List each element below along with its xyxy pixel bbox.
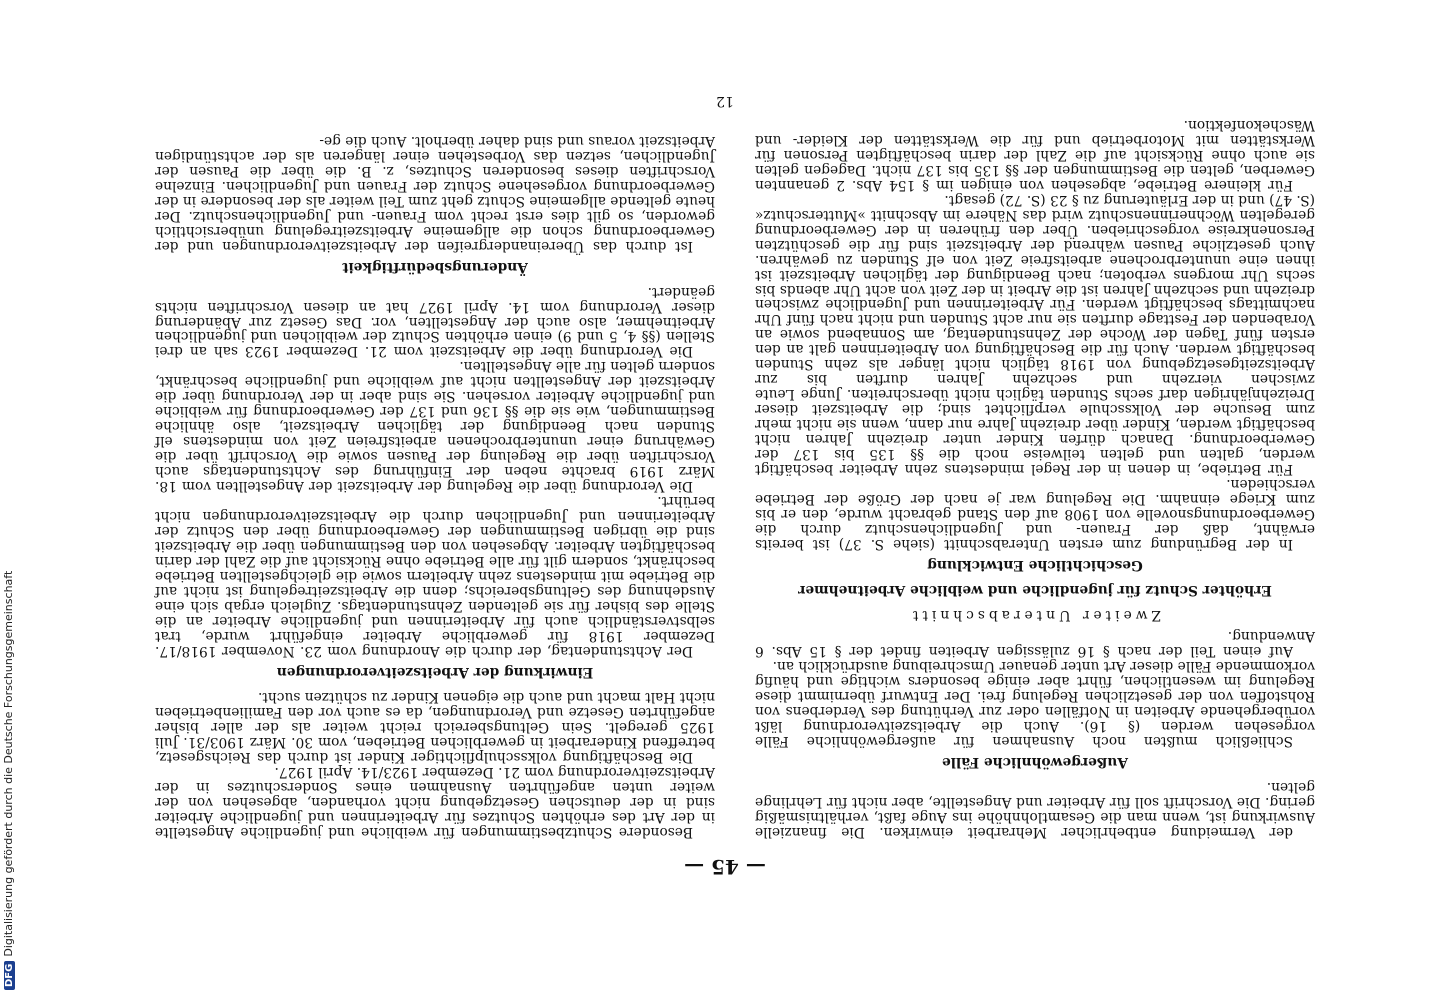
dfg-logo: DFG [4,961,15,990]
paragraph: Der Achtstundentag, der durch die Anordnung vom 23. November 1918/17. Dezember 1918 für gewerbliche Arbeiter eingeführt wurde, trat selbstverständlich auch für Arbeiterinnen und jugendliche Arbeiter an die Stelle des bisher für sie geltenden Zehnstundentags. Zugleich ergab sich eine Ausdehnung des Geltungsbereichs; denn die Arbeitszeitregelung ist nicht auf die Betriebe mit mindestens zehn Arbeitern sowie die gleichgestellten Betriebe beschränkt, sondern gilt für alle Betriebe ohne Rücksicht auf die Zahl der darin beschäftigten Arbeiter. Abgesehen von den Bestimmungen über die Arbeitszeit sind die übrigen Bestimmungen der Gewerbeordnung über den Schutz der Arbeiterinnen und Jugendlichen durch die Arbeitszeitverordnungen nicht berührt. [155,493,715,660]
left-column [755,117,1315,839]
scanned-page [135,85,1315,880]
paragraph: Die Beschäftigung volksschulpflichtiger Kinder ist durch das Reichsgesetz, betreffend Kinderarbeit in gewerblichen Betrieben, vom 30. März 1903/31. Juli 1925 geregelt. Sein Geltungsbereich reicht weiter als der aller bisher angeführten Gesetze und Verordnungen, da es auch vor den Familienbetrieben nicht Halt macht und auch die eigenen Kinder zu schützen sucht. [155,689,715,766]
paragraph: Für Betriebe, in denen in der Regel mindestens zehn Arbeiter beschäftigt werden, galten und gelten teilweise noch die §§ 135 bis 137 der Gewerbeordnung. Danach dürfen Kinder unter dreizehn Jahren nicht beschäftigt werden, Kinder über dreizehn Jahre nur dann, wenn sie nicht mehr zum Besuche der Volksschule verpflichtet sind; die Arbeitszeit dieser Dreizehnjährigen darf sechs Stunden täglich nicht überschreiten. Junge Leute zwischen vierzehn und sechzehn Jahren durften bis zur Arbeitszeitgesetzgebung von 1918 täglich nicht länger als zehn Stunden beschäftigt werden. Auch für die Beschäftigung von Arbeiterinnen galt an den ersten fünf Tagen der Woche der Zehnstundentag, am Sonnabend sowie an Vorabenden der Festtage durften sie nur acht Stunden und nicht nach fünf Uhr nachmittags beschäftigt werden. Für Arbeiterinnen und Jugendliche zwischen dreizehn und sechzehn Jahren ist die Arbeit in der Zeit von acht Uhr abends bis sechs Uhr morgens verboten; nach Beendigung der täglichen Arbeitszeit ist ihnen eine ununterbrochene arbeitsfreie Zeit von elf Stunden zu gewähren. Auch gesetzliche Pausen während der Arbeitszeit sind für die geschützten Personenkreise vorgeschrieben. Über den früheren in der Gewerbeordnung geregelten Wöchnerinnenschutz wird das Nähere im Abschnitt »Mutterschutz« (S. 47) und in der Erläuterung zu § 23 (S. 72) gesagt. [755,191,1315,478]
section-heading: Außergewöhnliche Fälle [942,754,1128,771]
side-strip [2,0,16,1000]
section-heading: Einwirkung der Arbeitszeitverordnungen [276,664,594,681]
page-number: — 45 — [684,855,766,879]
paragraph: Auf einen Teil der nach § 16 zulässigen Arbeiten findet der § 15 Abs. 6 Anwendung. [755,628,1315,660]
paragraph: Besondere Schutzbestimmungen für weibliche und jugendliche Angestellte in der Art des erhöhten Schutzes für Arbeiterinnen und jugendliche Arbeiter sind in der deutschen Gesetzgebung nicht vorhanden, abgesehen von der weiter unten angeführten Ausnahmen eines Sonderschutzes in der Arbeitszeitverordnung vom 21. Dezember 1923/14. April 1927. [155,764,715,840]
paragraph: Die Verordnung über die Regelung der Arbeitszeit der Angestellten vom 18. März 1919 brachte neben der Einführung des Achtstundentags auch Vorschriften über die Regelung der Pausen sowie die Vorschrift über die Gewährung einer ununterbrochenen arbeitsfreien Zeit von mindestens elf Stunden nach Beendigung der täglichen Arbeitszeit, also ähnliche Bestimmungen, wie sie die §§ 136 und 137 der Gewerbeordnung für weibliche und jugendliche Arbeiter vorsehen. Sie sind aber in der Verordnung über die Arbeitszeit der Angestellten nicht auf weibliche und jugendliche beschränkt, sondern gelten für alle Angestellten. [155,358,715,495]
section-heading: Geschichtliche Entwicklung [927,557,1143,574]
paragraph: In der Begründung zum ersten Unterabschnitt (siehe S. 37) ist bereits erwähnt, daß der Frauen- und Jugendlichenschutz durch die Gewerbeordnungsnovelle von 1908 auf den Stand gebracht wurde, den er bis zum Kriege einnahm. Die Regelung war je nach der Größe der Betriebe verschieden. [755,476,1315,553]
funding-note [2,0,15,990]
section-heading: Änderungsbedürftigkeit [342,258,528,275]
subsection-label: Zweiter Unterabschnitt [908,607,1162,624]
paragraph: Ist durch das Übereinandergreifen der Arbeitszeitverordnungen und der Gewerbeordnung schon die allgemeine Arbeitszeitregelung unübersichtlich geworden, so gilt dies erst recht vom Frauen- und Jugendlichenschutz. Der heute geltende allgemeine Schutz geht zum Teil weiter als der besondere in der Gewerbeordnung vorgesehene Schutz der Frauen und Jugendlichen. Einzelne Vorschriften dieses besonderen Schutzes, z. B. die über die Pausen der Jugendlichen, setzen das Vorbestehen einer längeren als der achtstündigen Arbeitszeit voraus und sind daher überholt. Auch die ge- [155,132,715,254]
funding-text: Digitalisierung gefördert durch die Deutsche Forschungsgemeinschaft [2,570,15,957]
paragraph: Für kleinere Betriebe, abgesehen von einigen im § 154 Abs. 2 genannten Gewerben, gelten die Bestimmungen der §§ 135 bis 137 nicht. Dagegen gelten sie auch ohne Rücksicht auf die Zahl der darin beschäftigten Personen für Werkstätten mit Motorbetrieb und für die Werkstätten der Kleider- und Wäschekonfektion. [755,116,1315,193]
rotated-sheet [135,84,1315,879]
right-column [155,133,715,839]
paragraph: Die Verordnung über die Arbeitszeit vom 21. Dezember 1923 sah an drei Stellen (§§ 4, 5 und 9) einen erhöhten Schutz der weiblichen und jugendlichen Arbeitnehmer, also auch der Angestellten, vor. Das Gesetz zur Abänderung dieser Verordnung vom 14. April 1927 hat an diesen Vorschriften nichts geändert. [155,283,715,360]
paragraph: Schließlich mußten noch Ausnahmen für außergewöhnliche Fälle vorgesehen werden (§ 16). Auch die Arbeitszeitverordnung läßt vorübergehende Arbeiten in Notfällen oder zur Verhütung des Verderbens von Rohstoffen von der gesetzlichen Regelung frei. Der Entwurf übernimmt diese Regelung im wesentlichen, führt aber einige besonders wichtige und häufig vorkommende Fälle dieser Art unter genauer Umschreibung ausdrücklich an. [755,658,1315,750]
paragraph: der Vermeidung entbehrlicher Mehrarbeit einwirken. Die finanzielle Auswirkung ist, wenn man die Gesamtlohnhöhe ins Auge faßt, verhältnismäßig gering. Die Vorschrift soll für Arbeiter und Angestellte, aber nicht für Lehrlinge gelten. [755,779,1315,840]
section-heading: Erhöhter Schutz für jugendliche und weibliche Arbeitnehmer [798,582,1272,599]
footer-number: 12 [716,93,734,109]
